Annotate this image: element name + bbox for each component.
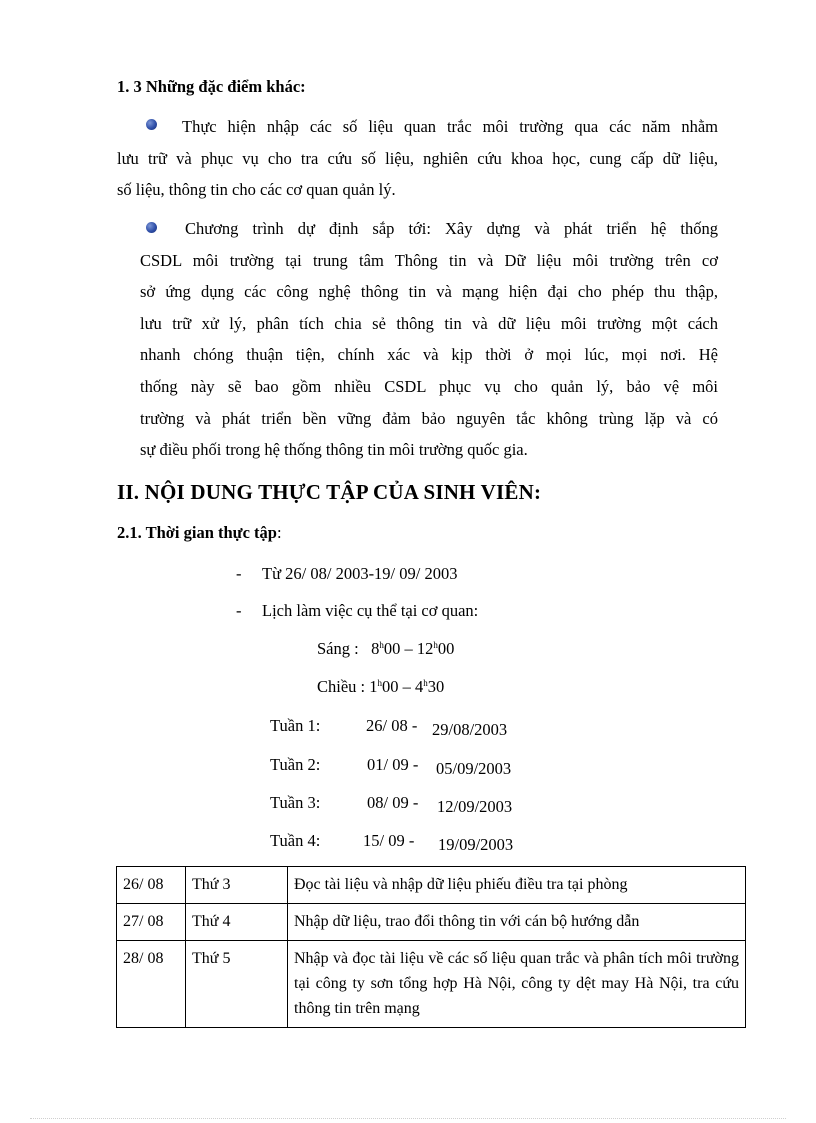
paragraph-line: sở ứng dụng các công nghệ thông tin và mạng hiện đại cho phép thu thập, <box>140 282 718 302</box>
paragraph-line: thống này sẽ bao gồm nhiều CSDL phục vụ cho quản lý, bảo vệ môi <box>140 376 718 396</box>
morning-end-hour: 12 <box>416 639 434 658</box>
page-bottom-divider <box>30 1118 786 1119</box>
date-cell: 26/ 08 <box>117 867 186 904</box>
morning-hours <box>317 639 454 659</box>
paragraph-line: lưu trữ xử lý, phân tích chia sẻ thông tin và dữ liệu môi trường một cách <box>140 313 718 333</box>
range-separator: – <box>402 677 411 696</box>
week-1-to: 29/08/2003 <box>432 720 508 739</box>
week-3-label: Tuần 3: <box>270 793 321 812</box>
paragraph-line: sự điều phối trong hệ thống thông tin môi trường quốc gia. <box>140 440 528 460</box>
range-separator: – <box>404 639 413 658</box>
hour-mark: h <box>379 640 384 650</box>
sub-heading-2-1 <box>117 523 282 543</box>
week-2-to: 05/09/2003 <box>436 759 512 778</box>
afternoon-end-minute: 30 <box>427 677 445 696</box>
paragraph-line: số liệu, thông tin cho các cơ quan quản lý. <box>117 180 396 200</box>
day-cell: Thứ 3 <box>186 867 288 904</box>
week-4-from: 15/ 09 - <box>363 831 415 850</box>
hour-mark: h <box>423 678 428 688</box>
section-heading-1-3: 1. 3 Những đặc điểm khác: <box>117 77 306 96</box>
internship-period: Từ 26/ 08/ 2003-19/ 09/ 2003 <box>262 564 458 583</box>
bullet-paragraph-2 <box>140 213 718 466</box>
week-4-to: 19/09/2003 <box>438 835 514 854</box>
paragraph-line: nhanh chóng thuận tiện, chính xác và kịp thời ở mọi lúc, mọi nơi. Hệ <box>140 345 718 365</box>
hour-mark: h <box>433 640 438 650</box>
task-cell: Đọc tài liệu và nhập dữ liệu phiếu điều tra tại phòng <box>288 867 746 904</box>
afternoon-start-hour: 1 <box>369 677 378 696</box>
paragraph-line: trường và phát triển bền vững đảm bảo nguyên tắc không trùng lặp và có <box>140 408 718 428</box>
paragraph-line: CSDL môi trường tại trung tâm Thông tin và Dữ liệu môi trường trên cơ <box>140 250 718 270</box>
bullet-paragraph-1 <box>117 111 718 206</box>
date-cell: 28/ 08 <box>117 941 186 1028</box>
schedule-table <box>116 866 746 1028</box>
afternoon-end-hour: 4 <box>415 677 424 696</box>
afternoon-hours <box>317 677 444 697</box>
week-4-label: Tuần 4: <box>270 831 321 850</box>
week-2-from: 01/ 09 - <box>367 755 419 774</box>
task-cell: Nhập và đọc tài liệu về các số liệu quan trắc và phân tích môi trường tại công ty sơn tổng hợp Hà Nội, công ty dệt may Hà Nội, tra cứu thông tin trên mạng <box>288 941 746 1028</box>
paragraph-line: Thực hiện nhập các số liệu quan trắc môi trường qua các năm nhằm <box>182 117 718 136</box>
morning-start-hour: 8 <box>371 639 380 658</box>
week-1-from: 26/ 08 - <box>366 716 418 735</box>
table-row <box>117 941 746 1028</box>
table-row <box>117 867 746 904</box>
week-2-label: Tuần 2: <box>270 755 321 774</box>
hour-mark: h <box>377 678 382 688</box>
week-1-label: Tuần 1: <box>270 716 321 735</box>
sub-heading-text: 2.1. Thời gian thực tập <box>117 523 277 542</box>
morning-label: Sáng : <box>317 639 359 658</box>
dash-marker: - <box>236 564 242 583</box>
paragraph-line: lưu trữ và phục vụ cho tra cứu số liệu, nghiên cứu khoa học, cung cấp dữ liệu, <box>117 148 718 168</box>
week-3-to: 12/09/2003 <box>437 797 513 816</box>
table-row <box>117 904 746 941</box>
dash-marker: - <box>236 601 242 620</box>
day-cell: Thứ 5 <box>186 941 288 1028</box>
afternoon-start-minute: 00 <box>382 677 399 696</box>
section-heading-ii: II. NỘI DUNG THỰC TẬP CỦA SINH VIÊN: <box>117 480 542 504</box>
task-cell: Nhập dữ liệu, trao đổi thông tin với cán bộ hướng dẫn <box>288 904 746 941</box>
morning-end-minute: 00 <box>437 639 455 658</box>
morning-start-minute: 00 <box>383 639 401 658</box>
day-cell: Thứ 4 <box>186 904 288 941</box>
work-schedule-label: Lịch làm việc cụ thể tại cơ quan: <box>262 601 479 620</box>
week-3-from: 08/ 09 - <box>367 793 419 812</box>
date-cell: 27/ 08 <box>117 904 186 941</box>
paragraph-line: Chương trình dự định sắp tới: Xây dựng và phát triển hệ thống <box>185 219 718 238</box>
sub-heading-colon: : <box>276 523 282 542</box>
afternoon-label: Chiều : <box>317 677 366 696</box>
